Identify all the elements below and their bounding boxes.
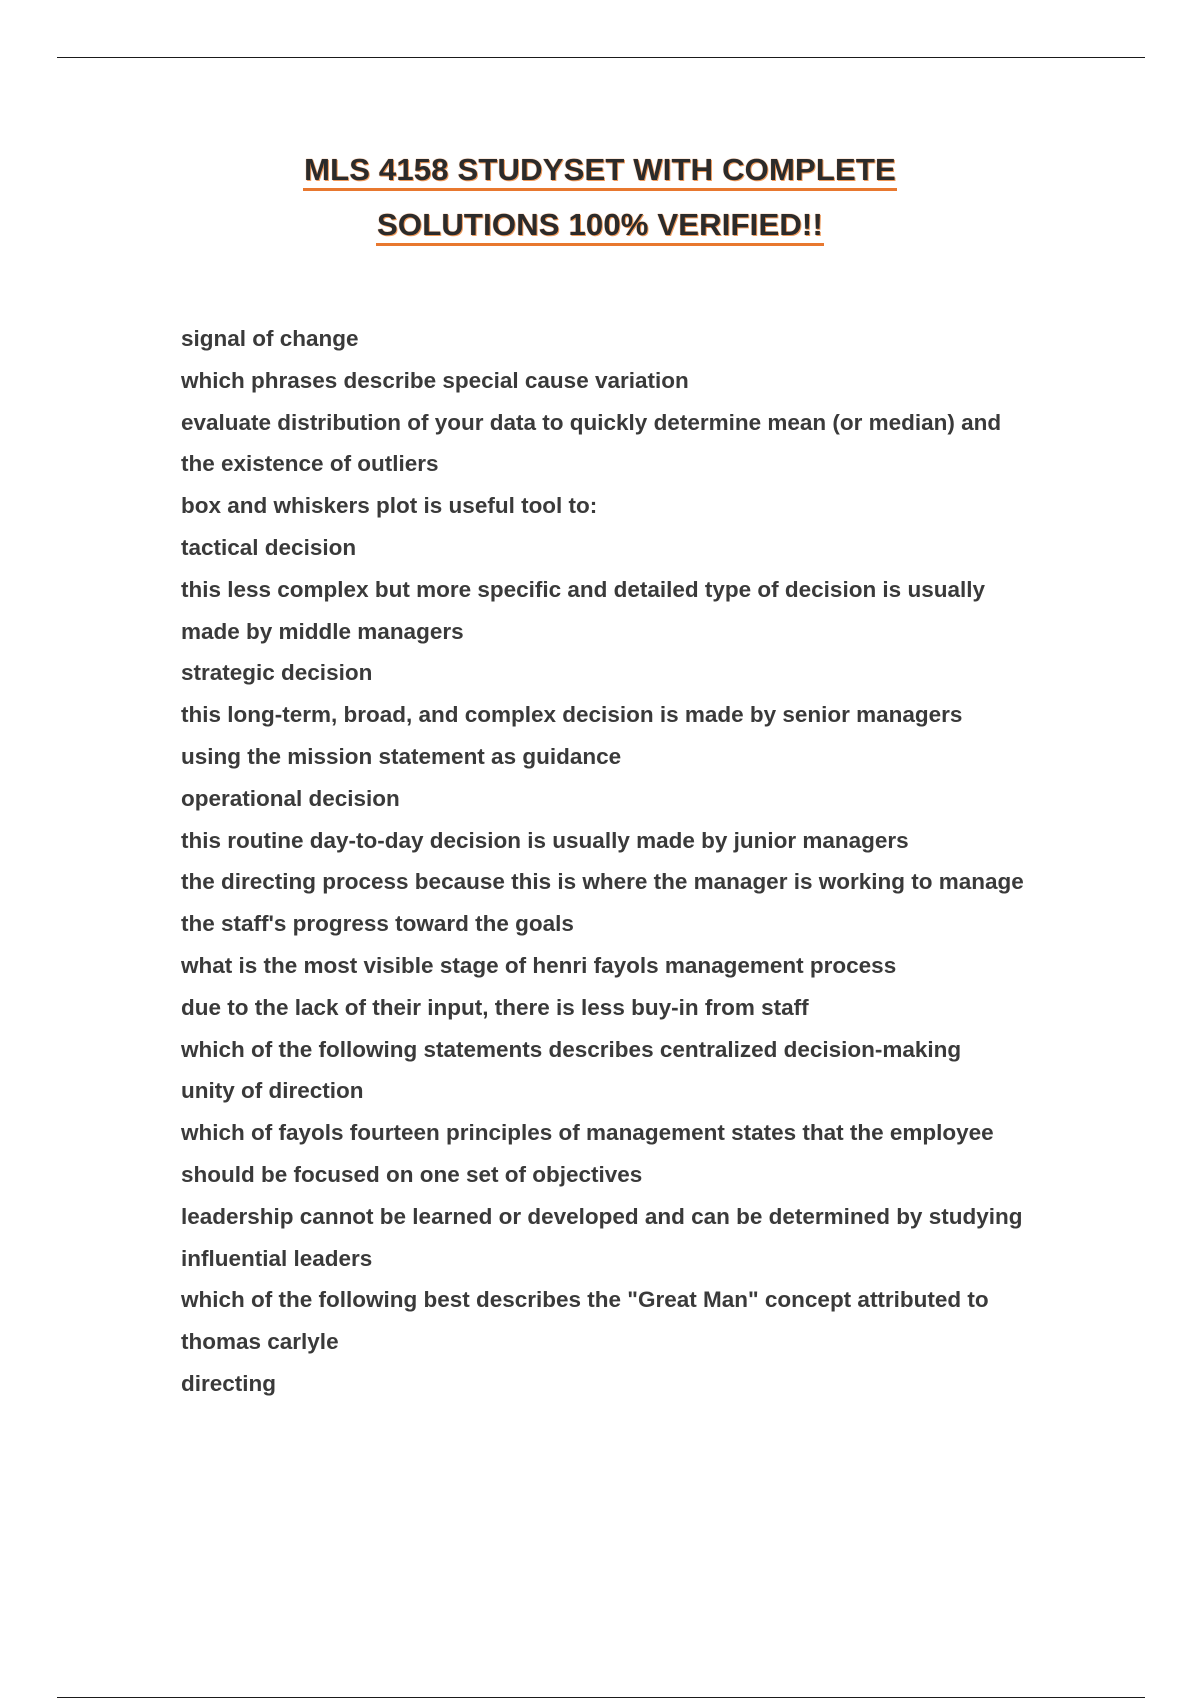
text-line: the existence of outliers — [181, 451, 439, 477]
text-line: signal of change — [181, 326, 359, 351]
text-line: what is the most visible stage of henri fayols management process — [181, 952, 897, 978]
text-line: the directing process because this is where the manager is working to manage — [181, 869, 1024, 895]
text-line: which of fayols fourteen principles of management states that the employee — [181, 1120, 994, 1146]
text-line: directing — [181, 1370, 277, 1396]
text-line: operational decision — [181, 785, 400, 811]
text-line: strategic decision — [181, 660, 373, 686]
text-line: should be focused on one set of objectives — [181, 1161, 643, 1187]
text-line: which of the following best describes the "Great Man" concept attributed to — [181, 1287, 989, 1313]
text-line: which phrases describe special cause variation — [181, 367, 689, 393]
text-line: influential leaders — [181, 1245, 373, 1271]
text-line: the staff's progress toward the goals — [181, 911, 574, 937]
text-line: due to the lack of their input, there is less buy-in from staff — [181, 994, 809, 1020]
header-rule — [57, 57, 1145, 58]
text-line: which of the following statements describes centralized decision-making — [181, 1036, 962, 1062]
text-line: unity of direction — [181, 1078, 364, 1104]
text-line: box and whiskers plot is useful tool to: — [181, 493, 598, 519]
text-line: tactical decision — [181, 534, 357, 560]
title-line-1: MLS 4158 STUDYSET WITH COMPLETE — [303, 152, 897, 191]
footer-rule — [57, 1697, 1145, 1698]
title-line-2: SOLUTIONS 100% VERIFIED!! — [376, 207, 824, 246]
text-line: this routine day-to-day decision is usually made by junior managers — [181, 827, 909, 853]
text-line: made by middle managers — [181, 618, 464, 644]
text-line: this long-term, broad, and complex decision is made by senior managers — [181, 702, 963, 728]
text-line: using the mission statement as guidance — [181, 743, 622, 769]
study-content — [181, 318, 1101, 1405]
document-title — [0, 146, 1200, 256]
text-line: evaluate distribution of your data to quickly determine mean (or median) and — [181, 409, 1002, 435]
text-line: thomas carlyle — [181, 1329, 339, 1355]
text-line: leadership cannot be learned or developed and can be determined by studying — [181, 1203, 1023, 1229]
text-line: this less complex but more specific and detailed type of decision is usually — [181, 576, 985, 602]
